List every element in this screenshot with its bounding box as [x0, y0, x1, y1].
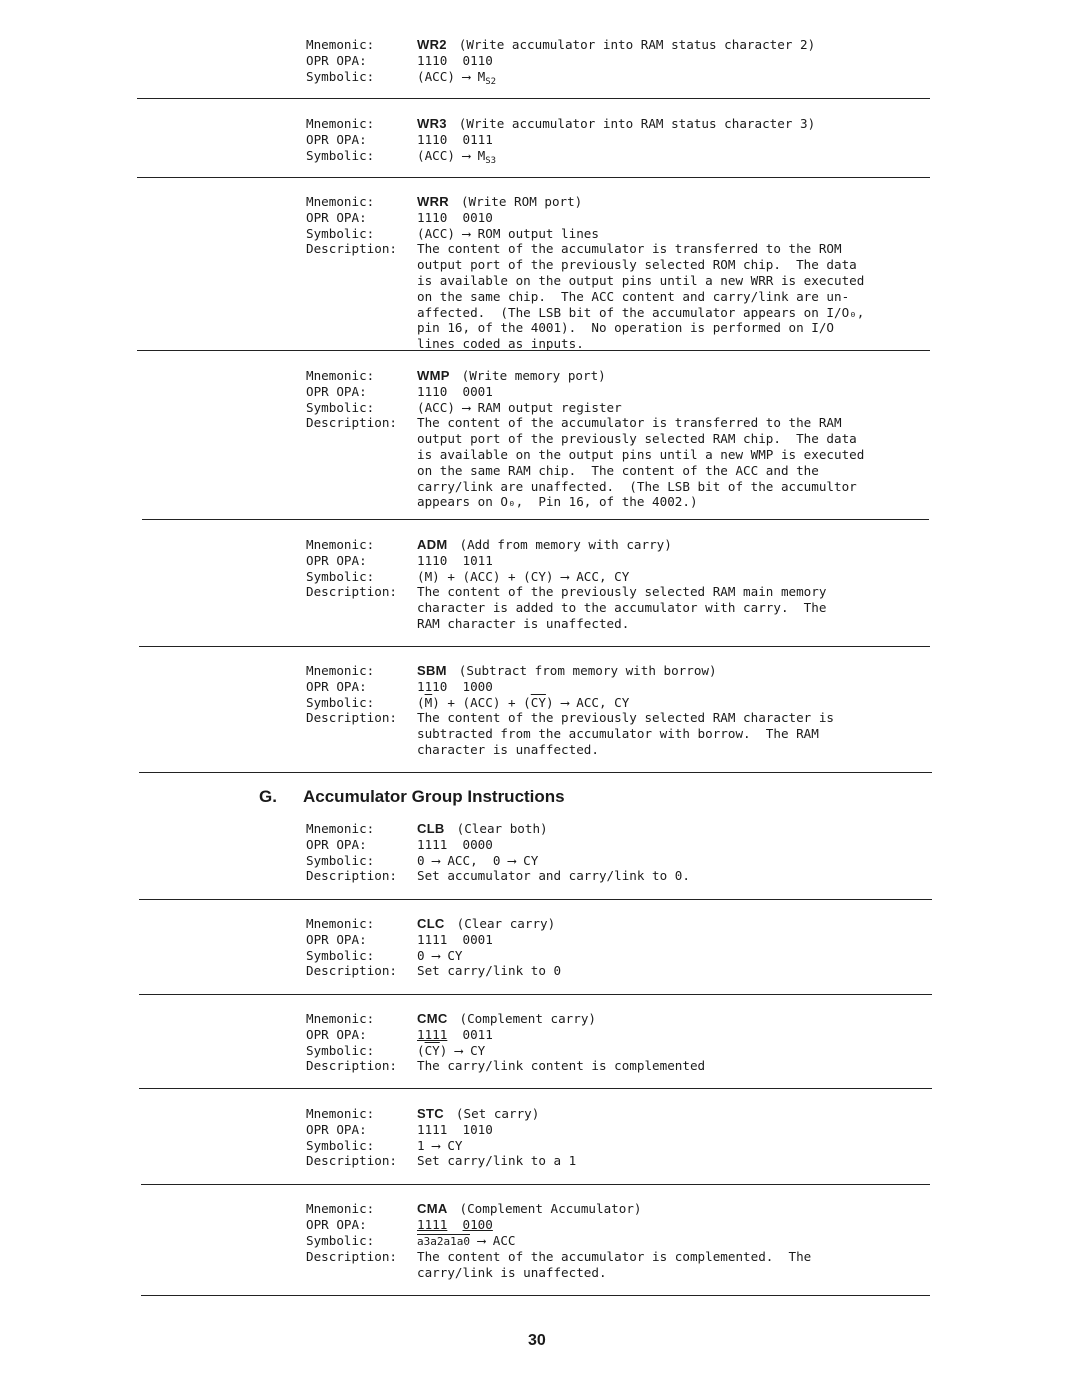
description-line: Set carry/link to a 1 — [417, 1153, 577, 1169]
description-text — [417, 241, 906, 352]
mnemonic-code: WMP — [417, 368, 450, 383]
divider-line — [139, 646, 930, 647]
description-line: is available on the output pins until a new WRR is executed — [417, 272, 865, 288]
divider-line — [141, 1295, 930, 1296]
description-label: Description: — [306, 584, 397, 600]
divider-line — [142, 519, 929, 520]
instruction-name: (Write accumulator into RAM status character 2) — [458, 37, 816, 52]
opr-opa-label: OPR OPA: — [306, 383, 367, 399]
opr-opa-label: OPR OPA: — [306, 131, 367, 147]
opr-code: 1111 — [417, 1121, 448, 1137]
instruction-name: (Write ROM port) — [460, 194, 583, 209]
symbolic-label: Symbolic: — [306, 1232, 375, 1248]
description-label: Description: — [306, 1058, 397, 1074]
symbolic-expression: (ACC) ⟶ ROM output lines — [417, 225, 599, 241]
symbolic-part: ( — [417, 1042, 425, 1058]
instruction-entry-wr2 — [306, 37, 906, 90]
opa-code: 0000 — [462, 836, 493, 852]
description-line: carry/link are unaffected. (The LSB bit of the accumultor — [417, 478, 857, 494]
symbolic-label: Symbolic: — [306, 68, 375, 84]
opr-code: 1110 — [417, 131, 448, 147]
opa-code: 0011 — [462, 1026, 493, 1042]
instruction-entry-adm — [306, 537, 906, 632]
description-line: Set carry/link to 0 — [417, 963, 562, 979]
description-line: character is unaffected. — [417, 741, 599, 757]
description-line: The content of the previously selected RAM main memory — [417, 584, 827, 600]
description-line: on the same RAM chip. The content of the ACC and the — [417, 462, 819, 478]
description-line: The content of the accumulator is transferred to the ROM — [417, 241, 842, 257]
description-line: The content of the accumulator is complemented. The — [417, 1249, 812, 1265]
mnemonic-code: STC — [417, 1106, 444, 1121]
mnemonic-code: WR3 — [417, 116, 447, 131]
complement-operand: $\overline{CY}$ — [530, 694, 546, 710]
mnemonic-code: CLC — [417, 916, 445, 931]
opa-code: 0001 — [462, 383, 493, 399]
instruction-entry-stc — [306, 1106, 906, 1169]
symbolic-label: Symbolic: — [306, 947, 375, 963]
mnemonic-label: Mnemonic: — [306, 37, 375, 52]
symbolic-part: ) + (ACC) + ( — [432, 694, 531, 710]
divider-line — [139, 772, 932, 773]
complement-operand: a3a2a1a0 — [417, 1234, 470, 1248]
mnemonic-label: Mnemonic: — [306, 663, 375, 678]
symbolic-subscript: S2 — [485, 76, 497, 87]
description-line: carry/link is unaffected. — [417, 1265, 607, 1281]
description-line: is available on the output pins until a new WMP is executed — [417, 446, 865, 462]
symbolic-expression — [417, 695, 906, 711]
description-label: Description: — [306, 963, 397, 979]
divider-line — [137, 98, 930, 99]
opr-code: 1110 — [417, 678, 448, 694]
symbolic-expression: (ACC) ⟶ RAM output register — [417, 399, 622, 415]
mnemonic-label: Mnemonic: — [306, 1011, 375, 1026]
opr-code: 1111 — [417, 1216, 448, 1232]
mnemonic-code: CMC — [417, 1011, 448, 1026]
opa-code: 0001 — [462, 931, 493, 947]
opr-opa-label: OPR OPA: — [306, 52, 367, 68]
instruction-entry-sbm — [306, 663, 906, 758]
opr-code: 1110 — [417, 52, 448, 68]
section-title: Accumulator Group Instructions — [303, 787, 565, 806]
description-line: The content of the accumulator is transferred to the RAM — [417, 415, 842, 431]
description-line: on the same chip. The ACC content and carry/link are un- — [417, 288, 850, 304]
opr-code: 1111 — [417, 931, 448, 947]
instruction-entry-cmc — [306, 1011, 906, 1074]
instruction-entry-clc — [306, 916, 906, 979]
description-text — [417, 963, 906, 979]
page-number: 30 — [528, 1332, 546, 1349]
mnemonic-code: SBM — [417, 663, 447, 678]
description-line: The content of the previously selected RAM character is — [417, 710, 835, 726]
opr-code: 1111 — [417, 1026, 448, 1042]
divider-line — [141, 1184, 930, 1185]
instruction-entry-cma — [306, 1201, 906, 1281]
section-heading — [259, 787, 565, 807]
symbolic-part: ) ⟶ ACC, CY — [545, 694, 630, 710]
symbolic-subscript: S3 — [485, 155, 497, 166]
divider-line — [139, 994, 932, 995]
description-line: character is added to the accumulator with carry. The — [417, 600, 827, 616]
mnemonic-label: Mnemonic: — [306, 537, 375, 552]
opr-code: 1111 — [417, 836, 448, 852]
mnemonic-label: Mnemonic: — [306, 1201, 375, 1216]
instruction-name: (Subtract from memory with borrow) — [458, 663, 717, 678]
opa-code: 0100 — [462, 1216, 493, 1232]
symbolic-label: Symbolic: — [306, 852, 375, 868]
symbolic-part: ) ⟶ CY — [439, 1042, 486, 1058]
symbolic-label: Symbolic: — [306, 225, 375, 241]
instruction-name: (Clear both) — [456, 821, 548, 836]
mnemonic-code: CLB — [417, 821, 445, 836]
instruction-name: (Complement Accumulator) — [459, 1201, 642, 1216]
divider-line — [139, 899, 932, 900]
description-line: lines coded as inputs. — [417, 336, 584, 352]
opa-code: 0010 — [462, 209, 493, 225]
mnemonic-label: Mnemonic: — [306, 1106, 375, 1121]
description-label: Description: — [306, 1153, 397, 1169]
symbolic-expression: 0 ⟶ ACC, 0 ⟶ CY — [417, 852, 539, 868]
description-text — [417, 1249, 906, 1281]
divider-line — [139, 1088, 932, 1089]
instruction-name: (Complement carry) — [459, 1011, 596, 1026]
opa-code: 1000 — [462, 678, 493, 694]
opr-opa-label: OPR OPA: — [306, 931, 367, 947]
opr-opa-label: OPR OPA: — [306, 1216, 367, 1232]
complement-operand: $\overline{M}$ — [424, 694, 433, 710]
description-label: Description: — [306, 241, 397, 257]
instruction-entry-wmp — [306, 368, 906, 510]
description-line: output port of the previously selected ROM chip. The data — [417, 257, 857, 273]
instruction-entry-wrr — [306, 194, 906, 352]
symbolic-label: Symbolic: — [306, 147, 375, 163]
mnemonic-label: Mnemonic: — [306, 916, 375, 931]
opr-opa-label: OPR OPA: — [306, 678, 367, 694]
opr-opa-label: OPR OPA: — [306, 552, 367, 568]
opr-opa-label: OPR OPA: — [306, 209, 367, 225]
opr-opa-label: OPR OPA: — [306, 1121, 367, 1137]
description-text — [417, 868, 906, 884]
instruction-name: (Write memory port) — [461, 368, 606, 383]
opr-code: 1110 — [417, 209, 448, 225]
description-line: pin 16, of the 4001). No operation is performed on I/O — [417, 320, 835, 336]
instruction-name: (Set carry) — [455, 1106, 540, 1121]
instruction-name: (Write accumulator into RAM status character 3) — [458, 116, 816, 131]
symbolic-expression: (ACC) ⟶ M — [417, 147, 486, 163]
divider-line — [137, 350, 930, 351]
description-label: Description: — [306, 868, 397, 884]
complement-operand: $\overline{CY}$ — [424, 1042, 440, 1058]
description-text — [417, 1058, 906, 1074]
section-letter: G. — [259, 787, 277, 806]
symbolic-part: ( — [417, 694, 425, 710]
description-line: appears on O₀, Pin 16, of the 4002.) — [417, 494, 698, 510]
description-label: Description: — [306, 415, 397, 431]
instruction-name: (Add from memory with carry) — [459, 537, 672, 552]
description-line: affected. (The LSB bit of the accumulator appears on I/O₀, — [417, 304, 865, 320]
symbolic-label: Symbolic: — [306, 1137, 375, 1153]
mnemonic-label: Mnemonic: — [306, 116, 375, 131]
description-line: Set accumulator and carry/link to 0. — [417, 868, 690, 884]
symbolic-expression: 0 ⟶ CY — [417, 947, 463, 963]
mnemonic-code: WRR — [417, 194, 449, 209]
mnemonic-code: ADM — [417, 537, 448, 552]
instruction-name: (Clear carry) — [456, 916, 556, 931]
description-text — [417, 710, 906, 757]
divider-line — [137, 177, 930, 178]
instruction-entry-wr3 — [306, 116, 906, 169]
description-text — [417, 1153, 906, 1169]
description-label: Description: — [306, 1249, 397, 1265]
opr-opa-label: OPR OPA: — [306, 836, 367, 852]
mnemonic-label: Mnemonic: — [306, 368, 375, 383]
instruction-entry-clb — [306, 821, 906, 884]
opa-code: 1011 — [462, 552, 493, 568]
opr-code: 1110 — [417, 383, 448, 399]
description-line: output port of the previously selected RAM chip. The data — [417, 431, 857, 447]
opr-opa-label: OPR OPA: — [306, 1026, 367, 1042]
description-text — [417, 584, 906, 631]
description-line: The carry/link content is complemented — [417, 1058, 706, 1074]
symbolic-label: Symbolic: — [306, 399, 375, 415]
symbolic-expression: (ACC) ⟶ M — [417, 68, 486, 84]
symbolic-label: Symbolic: — [306, 568, 375, 584]
description-text — [417, 415, 906, 510]
description-label: Description: — [306, 710, 397, 726]
opa-code: 0110 — [462, 52, 493, 68]
opr-code: 1110 — [417, 552, 448, 568]
mnemonic-label: Mnemonic: — [306, 194, 375, 209]
mnemonic-label: Mnemonic: — [306, 821, 375, 836]
mnemonic-code: WR2 — [417, 37, 447, 52]
opa-code: 0111 — [462, 131, 493, 147]
symbolic-expression: 1 ⟶ CY — [417, 1137, 463, 1153]
description-line: RAM character is unaffected. — [417, 615, 630, 631]
symbolic-part: ⟶ ACC — [469, 1232, 516, 1248]
symbolic-expression — [417, 1233, 906, 1250]
symbolic-label: Symbolic: — [306, 1042, 375, 1058]
description-line: subtracted from the accumulator with borrow. The RAM — [417, 726, 819, 742]
mnemonic-code: CMA — [417, 1201, 448, 1216]
symbolic-label: Symbolic: — [306, 694, 375, 710]
symbolic-expression — [417, 1043, 906, 1059]
opa-code: 1010 — [462, 1121, 493, 1137]
symbolic-expression: (M) + (ACC) + (CY) ⟶ ACC, CY — [417, 568, 630, 584]
